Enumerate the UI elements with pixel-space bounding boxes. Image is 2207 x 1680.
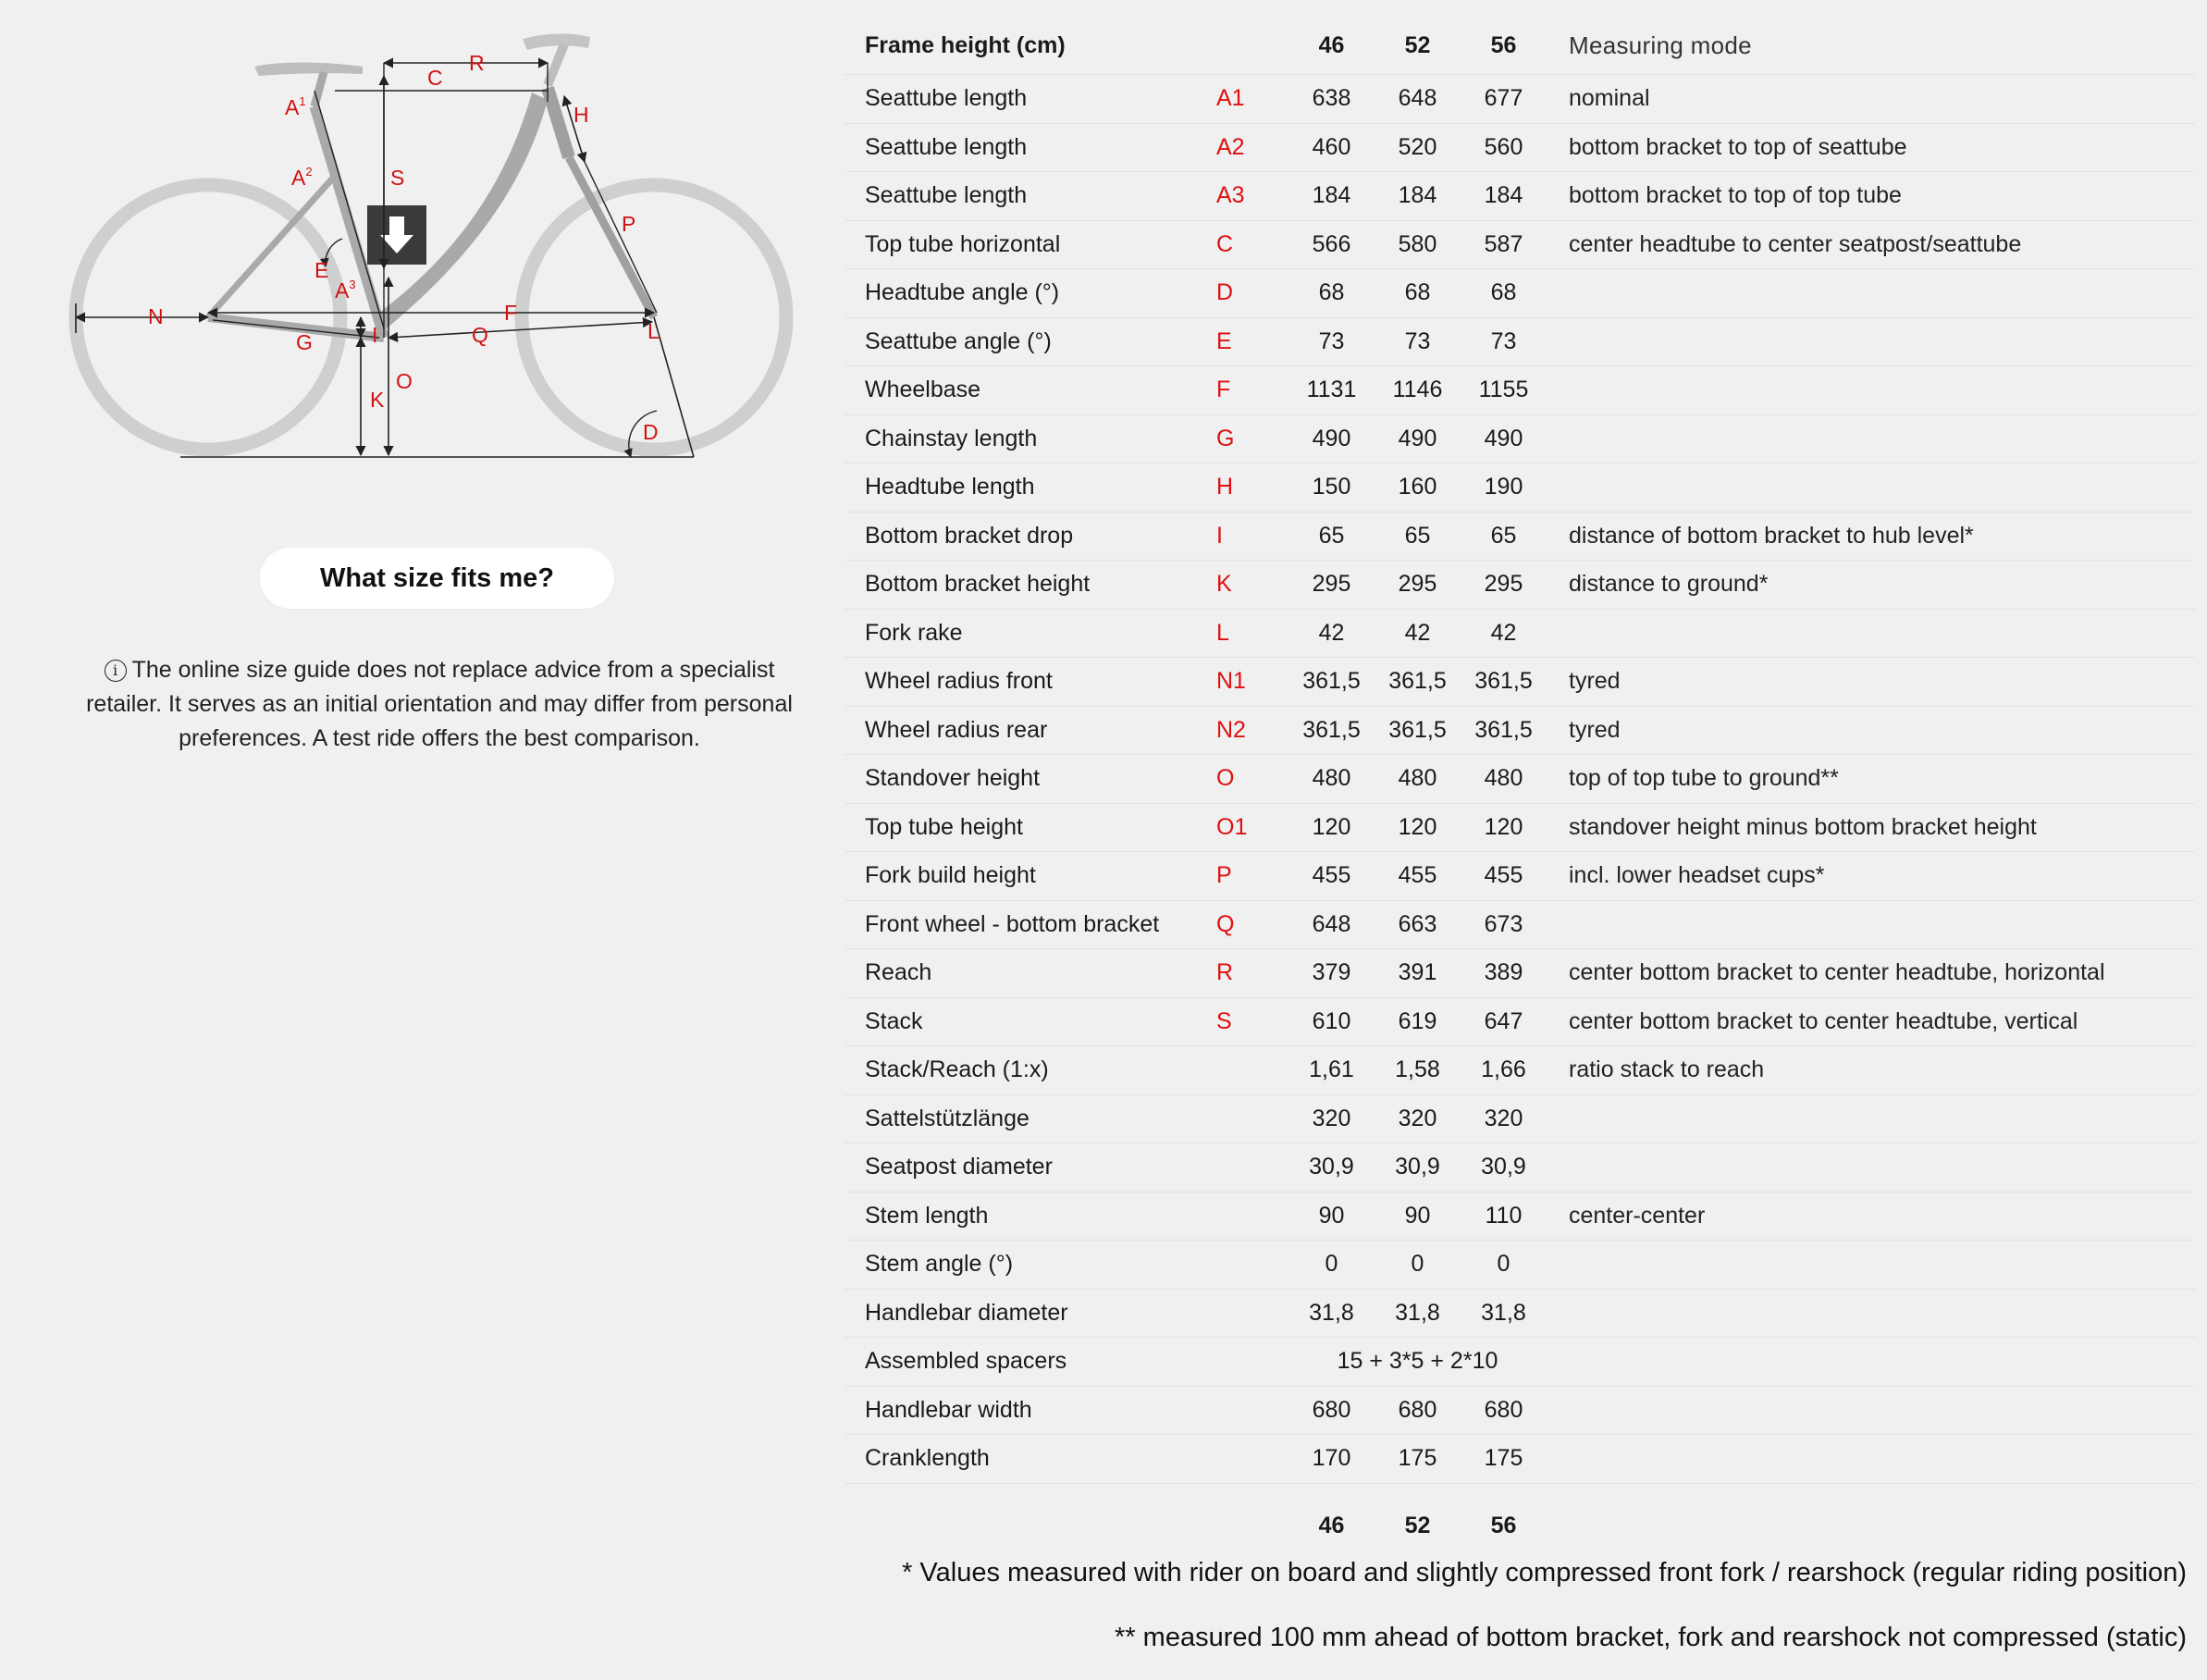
geometry-table [845,17,2195,1569]
row-value-46: 170 [1288,1435,1375,1484]
row-value-46: 638 [1288,75,1375,124]
table-row [845,755,2195,804]
table-row [845,1094,2195,1143]
row-value-56: 389 [1461,949,1547,998]
row-value-56: 65 [1461,512,1547,561]
row-value-56: 110 [1461,1192,1547,1241]
table-row [845,1289,2195,1338]
row-mode [1547,1289,2195,1338]
row-value-52: 680 [1375,1386,1461,1435]
row-value-52: 73 [1375,317,1461,366]
row-merged-value: 15 + 3*5 + 2*10 [1288,1338,1547,1387]
row-label: Handlebar diameter [845,1289,1210,1338]
row-label: Top tube height [845,803,1210,852]
row-code: S [1210,997,1288,1046]
row-code [1210,1386,1288,1435]
table-row [845,1046,2195,1095]
row-label: Reach [845,949,1210,998]
label-i: I [372,323,378,347]
row-code [1210,1289,1288,1338]
label-l: L [647,319,660,343]
row-value-46: 295 [1288,561,1375,610]
row-value-46: 680 [1288,1386,1375,1435]
row-value-46: 73 [1288,317,1375,366]
footnote-single-asterisk: * Values measured with rider on board and slightly compressed front fork / rearshock (regular riding position) [902,1558,2187,1587]
label-r: R [469,51,485,75]
label-p: P [622,212,636,236]
row-code [1210,1046,1288,1095]
row-code: Q [1210,900,1288,949]
row-value-56: 1155 [1461,366,1547,415]
row-value-52: 42 [1375,609,1461,658]
row-label: Front wheel - bottom bracket [845,900,1210,949]
row-mode: tyred [1547,706,2195,755]
row-label: Stem length [845,1192,1210,1241]
row-value-52: 391 [1375,949,1461,998]
row-value-56: 68 [1461,269,1547,318]
label-f: F [504,301,518,325]
row-value-46: 490 [1288,414,1375,463]
table-row [845,609,2195,658]
row-value-56: 587 [1461,220,1547,269]
row-label: Seattube length [845,123,1210,172]
row-value-52: 480 [1375,755,1461,804]
info-icon: i [105,660,127,682]
row-label: Seattube length [845,172,1210,221]
row-value-52: 648 [1375,75,1461,124]
row-value-52: 184 [1375,172,1461,221]
row-mode: top of top tube to ground** [1547,755,2195,804]
table-row [845,658,2195,707]
row-value-56: 480 [1461,755,1547,804]
row-mode: center headtube to center seatpost/seattube [1547,220,2195,269]
row-mode: ratio stack to reach [1547,1046,2195,1095]
row-code: N1 [1210,658,1288,707]
row-label: Seattube length [845,75,1210,124]
row-value-52: 90 [1375,1192,1461,1241]
row-value-56: 190 [1461,463,1547,513]
row-code: F [1210,366,1288,415]
row-label: Wheel radius rear [845,706,1210,755]
row-value-56: 0 [1461,1241,1547,1290]
table-header-row [845,17,2195,75]
row-value-56: 490 [1461,414,1547,463]
row-label: Wheel radius front [845,658,1210,707]
row-mode [1547,1435,2195,1484]
table-row [845,220,2195,269]
row-mode [1547,609,2195,658]
row-code: R [1210,949,1288,998]
row-label: Standover height [845,755,1210,804]
table-row [845,269,2195,318]
row-label: Chainstay length [845,414,1210,463]
table-row [845,1435,2195,1484]
row-value-52: 175 [1375,1435,1461,1484]
footnote-double-asterisk: ** measured 100 mm ahead of bottom bracket, fork and rearshock not compressed (static) [1115,1623,2187,1652]
row-code [1210,1094,1288,1143]
row-mode [1547,463,2195,513]
row-value-46: 480 [1288,755,1375,804]
row-mode: bottom bracket to top of top tube [1547,172,2195,221]
table-row [845,1338,2195,1387]
row-value-52: 68 [1375,269,1461,318]
row-mode: nominal [1547,75,2195,124]
size-guide-disclaimer [74,653,805,756]
left-panel [0,0,832,1680]
row-code: N2 [1210,706,1288,755]
row-code: A2 [1210,123,1288,172]
row-mode [1547,414,2195,463]
row-label: Stem angle (°) [845,1241,1210,1290]
row-code: L [1210,609,1288,658]
row-label: Seatpost diameter [845,1143,1210,1192]
table-footer-row [845,1483,2195,1569]
row-value-52: 663 [1375,900,1461,949]
row-code: P [1210,852,1288,901]
row-value-52: 295 [1375,561,1461,610]
table-row [845,123,2195,172]
row-label: Assembled spacers [845,1338,1210,1387]
label-q: Q [472,323,488,347]
row-value-46: 566 [1288,220,1375,269]
row-code [1210,1338,1288,1387]
row-value-56: 361,5 [1461,658,1547,707]
table-row [845,366,2195,415]
row-value-46: 1,61 [1288,1046,1375,1095]
label-a1: $A^1$ [285,94,306,119]
row-value-52: 120 [1375,803,1461,852]
label-k: K [370,388,385,412]
label-g: G [296,330,313,354]
row-code: O1 [1210,803,1288,852]
handlebar [523,33,590,50]
row-label: Stack [845,997,1210,1046]
row-value-46: 68 [1288,269,1375,318]
table-row [845,949,2195,998]
table-row [845,414,2195,463]
row-code: D [1210,269,1288,318]
row-value-52: 0 [1375,1241,1461,1290]
table-row [845,706,2195,755]
head-tube [548,88,569,157]
row-value-52: 160 [1375,463,1461,513]
row-value-46: 0 [1288,1241,1375,1290]
label-a3: $A^3$ [335,278,356,303]
row-value-56: 647 [1461,997,1547,1046]
row-mode: tyred [1547,658,2195,707]
row-code: H [1210,463,1288,513]
row-value-46: 90 [1288,1192,1375,1241]
size-header-56: 56 [1461,17,1547,75]
row-value-52: 490 [1375,414,1461,463]
label-s: S [390,166,405,190]
label-n: N [148,304,164,328]
row-value-52: 520 [1375,123,1461,172]
row-value-52: 65 [1375,512,1461,561]
table-row [845,512,2195,561]
table-row [845,1192,2195,1241]
table-row [845,561,2195,610]
row-value-56: 184 [1461,172,1547,221]
row-mode: standover height minus bottom bracket height [1547,803,2195,852]
row-label: Handlebar width [845,1386,1210,1435]
row-code [1210,1241,1288,1290]
row-value-56: 31,8 [1461,1289,1547,1338]
label-d: D [643,420,659,444]
size-footer-46: 46 [1318,1513,1345,1538]
label-h: H [573,103,589,127]
row-code: O [1210,755,1288,804]
label-a2: $A^2$ [291,165,313,190]
row-value-46: 42 [1288,609,1375,658]
row-value-56: 175 [1461,1435,1547,1484]
row-value-56: 680 [1461,1386,1547,1435]
row-mode [1547,269,2195,318]
row-code: I [1210,512,1288,561]
row-mode [1547,366,2195,415]
row-label: Top tube horizontal [845,220,1210,269]
row-label: Headtube length [845,463,1210,513]
row-value-46: 455 [1288,852,1375,901]
row-label: Headtube angle (°) [845,269,1210,318]
saddle [254,63,363,77]
row-mode [1547,900,2195,949]
row-value-46: 460 [1288,123,1375,172]
row-value-46: 30,9 [1288,1143,1375,1192]
row-value-46: 648 [1288,900,1375,949]
row-code: A3 [1210,172,1288,221]
row-mode: center bottom bracket to center headtube, horizontal [1547,949,2195,998]
row-value-52: 619 [1375,997,1461,1046]
row-value-52: 580 [1375,220,1461,269]
row-value-46: 65 [1288,512,1375,561]
row-value-52: 1146 [1375,366,1461,415]
row-value-56: 30,9 [1461,1143,1547,1192]
row-value-56: 295 [1461,561,1547,610]
row-label: Stack/Reach (1:x) [845,1046,1210,1095]
size-footer-56: 56 [1490,1513,1517,1538]
frame-height-header: Frame height (cm) [845,17,1210,75]
row-mode [1547,1338,2195,1387]
row-value-52: 30,9 [1375,1143,1461,1192]
table-row [845,75,2195,124]
row-label: Bottom bracket drop [845,512,1210,561]
row-value-56: 73 [1461,317,1547,366]
size-footer-52: 52 [1404,1513,1431,1538]
table-row [845,852,2195,901]
row-mode: incl. lower headset cups* [1547,852,2195,901]
row-mode: distance to ground* [1547,561,2195,610]
stem [548,44,564,85]
row-code: E [1210,317,1288,366]
row-mode: bottom bracket to top of seattube [1547,123,2195,172]
row-value-46: 610 [1288,997,1375,1046]
row-label: Wheelbase [845,366,1210,415]
row-label: Bottom bracket height [845,561,1210,610]
row-value-52: 361,5 [1375,706,1461,755]
table-row [845,1143,2195,1192]
row-value-56: 677 [1461,75,1547,124]
label-o: O [396,369,413,393]
row-value-56: 120 [1461,803,1547,852]
table-row [845,997,2195,1046]
row-label: Fork rake [845,609,1210,658]
row-value-46: 361,5 [1288,658,1375,707]
table-row [845,803,2195,852]
label-e: E [314,258,329,282]
row-mode [1547,317,2195,366]
row-value-56: 361,5 [1461,706,1547,755]
row-label: Sattelstützlänge [845,1094,1210,1143]
row-mode: center-center [1547,1192,2195,1241]
row-value-56: 560 [1461,123,1547,172]
table-row [845,900,2195,949]
row-value-46: 120 [1288,803,1375,852]
row-mode [1547,1241,2195,1290]
table-row [845,1386,2195,1435]
row-code [1210,1192,1288,1241]
row-value-52: 31,8 [1375,1289,1461,1338]
row-code: A1 [1210,75,1288,124]
what-size-fits-me-button[interactable]: What size fits me? [260,548,614,609]
row-label: Fork build height [845,852,1210,901]
disclaimer-text: The online size guide does not replace advice from a specialist retailer. It serves as an initial orientation and may differ from personal preferences. A test ride offers the best comparison. [86,657,793,751]
row-value-56: 1,66 [1461,1046,1547,1095]
table-row [845,172,2195,221]
row-value-46: 1131 [1288,366,1375,415]
row-value-46: 31,8 [1288,1289,1375,1338]
row-code [1210,1435,1288,1484]
row-value-52: 455 [1375,852,1461,901]
row-label: Seattube angle (°) [845,317,1210,366]
row-value-52: 1,58 [1375,1046,1461,1095]
row-value-46: 150 [1288,463,1375,513]
measuring-mode-header: Measuring mode [1547,17,2195,75]
seatpost [314,72,324,106]
row-label: Cranklength [845,1435,1210,1484]
row-mode [1547,1094,2195,1143]
row-value-52: 361,5 [1375,658,1461,707]
table-row [845,317,2195,366]
row-mode: distance of bottom bracket to hub level* [1547,512,2195,561]
bike-geometry-diagram [65,19,805,481]
table-row [845,463,2195,513]
row-value-46: 184 [1288,172,1375,221]
row-value-56: 42 [1461,609,1547,658]
row-code [1210,1143,1288,1192]
row-mode: center bottom bracket to center headtube, vertical [1547,997,2195,1046]
row-value-46: 320 [1288,1094,1375,1143]
label-c: C [427,66,443,90]
row-mode [1547,1143,2195,1192]
row-value-56: 673 [1461,900,1547,949]
row-mode [1547,1386,2195,1435]
row-value-56: 320 [1461,1094,1547,1143]
size-header-52: 52 [1375,17,1461,75]
row-code: C [1210,220,1288,269]
size-header-46: 46 [1288,17,1375,75]
row-value-52: 320 [1375,1094,1461,1143]
row-value-56: 455 [1461,852,1547,901]
row-value-46: 361,5 [1288,706,1375,755]
row-code: G [1210,414,1288,463]
row-value-46: 379 [1288,949,1375,998]
row-code: K [1210,561,1288,610]
table-row [845,1241,2195,1290]
